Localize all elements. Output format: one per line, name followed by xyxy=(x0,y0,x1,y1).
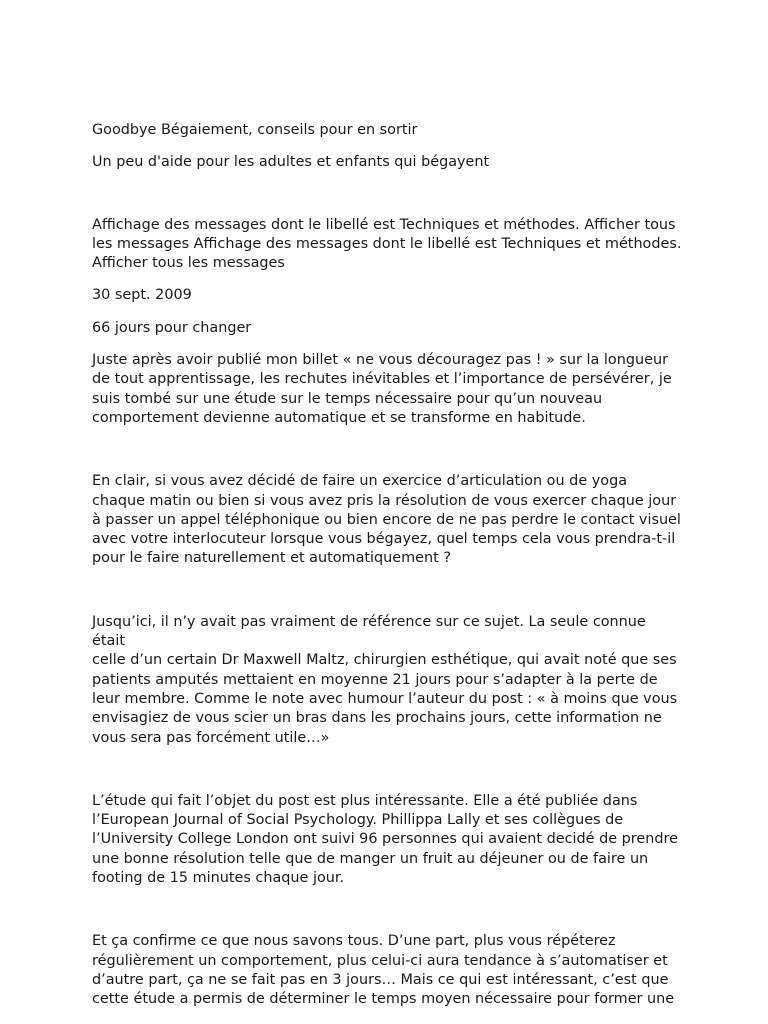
post-date: 30 sept. 2009 xyxy=(92,287,192,304)
paragraph-1: Juste après avoir publié mon billet « ne vous découragez pas ! » sur la longueur de tout apprentissage, les rechutes inévitables et l’importance de persévérer, je suis tombé sur une étude sur le temps nécessaire pour qu’un nouveau comportement devienne automatique et se transforme en habitude. xyxy=(92,352,672,426)
document-page xyxy=(92,121,682,1010)
label-notice: Affichage des messages dont le libellé est Techniques et méthodes. Afficher tous les messages Affichage des messages dont le libellé est Techniques et méthodes. Afficher tous les messages xyxy=(92,216,682,272)
post-title: 66 jours pour changer xyxy=(92,319,252,336)
paragraph-3: Jusqu’ici, il n’y avait pas vraiment de référence sur ce sujet. La seule connue était celle d’un certain Dr Maxwell Maltz, chirurgien esthétique, qui avait noté que ses patients amputés mettaient en moyenne 21 jours pour s’adapter à la perte de leur membre. Comme le note avec humour l’auteur du post : « à moins que vous envisagiez de vous scier un bras dans les prochains jours, cette information ne vous sera pas forcément utile…» xyxy=(92,613,678,746)
blog-subtitle: Un peu d'aide pour les adultes et enfants qui bégayent xyxy=(92,154,490,171)
paragraph-2: En clair, si vous avez décidé de faire un exercice d’articulation ou de yoga chaque matin ou bien si vous avez pris la résolution de vous exercer chaque jour à passer un appel téléphonique ou bien encore de ne pas perdre le contact visuel avec votre interlocuteur lorsque vous bégayez, quel temps cela vous prendra-t-il pour le faire naturellement et automatiquement ? xyxy=(92,473,681,567)
paragraph-5: Et ça confirme ce que nous savons tous. D’une part, plus vous répéterez régulièrement un comportement, plus celui-ci aura tendance à s’automatiser et d’autre part, ça ne se fait pas en 3 jours… Mais ce qui est intéressant, c’est que cette étude a permis de déterminer le temps moyen nécessaire pour former une xyxy=(92,933,675,1008)
blog-title: Goodbye Bégaiement, conseils pour en sortir xyxy=(92,122,418,138)
paragraph-4: L’étude qui fait l’objet du post est plus intéressante. Elle a été publiée dans l’European Journal of Social Psychology. Phillippa Lally et ses collègues de l’University College London ont suivi 96 personnes qui avaient decidé de prendre une bonne résolution telle que de manger un fruit au déjeuner ou de faire un footing de 15 minutes chaque jour. xyxy=(92,792,678,887)
